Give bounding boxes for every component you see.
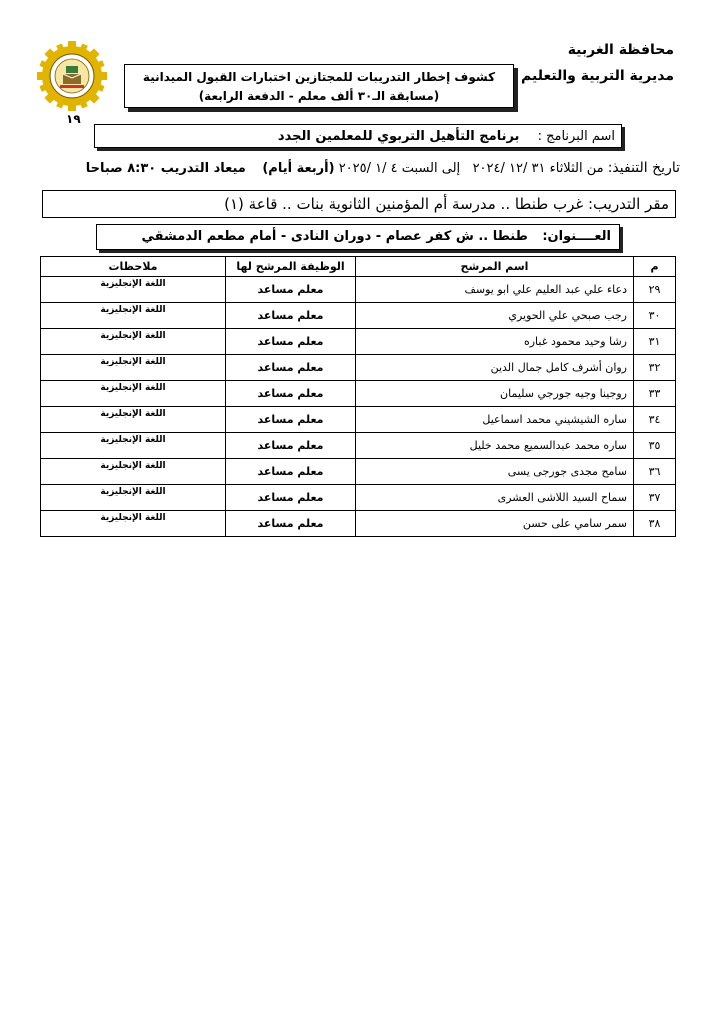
- row-number: ٣٠: [634, 303, 676, 329]
- row-number: ٣٨: [634, 511, 676, 537]
- candidate-note: اللغة الإنجليزية: [41, 303, 226, 329]
- table-row: [41, 485, 676, 511]
- candidate-name: سماح السيد اللاشى العشرى: [356, 485, 634, 511]
- program-box: [94, 124, 622, 148]
- table-row: [41, 381, 676, 407]
- candidate-note: اللغة الإنجليزية: [41, 329, 226, 355]
- program-label: اسم البرنامج :: [537, 129, 615, 144]
- candidate-name: رجب صبحي علي الحويري: [356, 303, 634, 329]
- candidate-name: ساره محمد عبدالسميع محمد خليل: [356, 433, 634, 459]
- document-subtitle: (مسابقة الـ٣٠ ألف معلم - الدفعة الرابعة): [198, 89, 440, 103]
- row-number: ٢٩: [634, 277, 676, 303]
- header-job: الوظيفة المرشح لها: [226, 257, 356, 277]
- table-row: [41, 303, 676, 329]
- row-number: ٣٧: [634, 485, 676, 511]
- table-row: [41, 407, 676, 433]
- row-number: ٣٦: [634, 459, 676, 485]
- schedule-line: [86, 160, 680, 176]
- candidate-job: معلم مساعد: [226, 381, 356, 407]
- candidate-note: اللغة الإنجليزية: [41, 485, 226, 511]
- table-row: [41, 511, 676, 537]
- candidate-name: رشا وحيد محمود غباره: [356, 329, 634, 355]
- candidate-note: اللغة الإنجليزية: [41, 407, 226, 433]
- candidate-job: معلم مساعد: [226, 277, 356, 303]
- candidate-job: معلم مساعد: [226, 485, 356, 511]
- table-row: [41, 355, 676, 381]
- table-row: [41, 277, 676, 303]
- candidate-job: معلم مساعد: [226, 355, 356, 381]
- header-organization: [521, 40, 674, 86]
- candidate-note: اللغة الإنجليزية: [41, 511, 226, 537]
- table-row: [41, 433, 676, 459]
- address-box: [96, 224, 620, 250]
- program-name: برنامج التأهيل التربوي للمعلمين الجدد: [277, 129, 520, 144]
- schedule-label: تاريخ التنفيذ:: [607, 160, 680, 176]
- candidate-name: سامح مجدى جورجى يسى: [356, 459, 634, 485]
- candidate-name: روجينا وجيه جورجي سليمان: [356, 381, 634, 407]
- candidate-name: سمر سامي على حسن: [356, 511, 634, 537]
- table-row: [41, 329, 676, 355]
- schedule-time: ميعاد التدريب ٨:٣٠ صباحا: [85, 161, 246, 176]
- candidate-note: اللغة الإنجليزية: [41, 277, 226, 303]
- directorate-label: مديرية التربية والتعليم: [521, 68, 674, 84]
- document-title-box: [124, 64, 514, 108]
- candidate-job: معلم مساعد: [226, 407, 356, 433]
- candidate-job: معلم مساعد: [226, 459, 356, 485]
- schedule-duration: (أربعة أيام): [262, 161, 335, 176]
- candidate-note: اللغة الإنجليزية: [41, 433, 226, 459]
- header-name: اسم المرشح: [356, 257, 634, 277]
- candidate-name: دعاء علي عبد العليم علي ابو يوسف: [356, 277, 634, 303]
- header-number: م: [634, 257, 676, 277]
- header-notes: ملاحظات: [41, 257, 226, 277]
- candidate-name: ساره الشيشيني محمد اسماعيل: [356, 407, 634, 433]
- schedule-to: إلى السبت ٤ /١ /٢٠٢٥: [338, 161, 461, 176]
- candidate-job: معلم مساعد: [226, 511, 356, 537]
- address-value: طنطا .. ش كفر عصام - دوران النادى - أمام مطعم الدمشقي: [141, 229, 528, 244]
- table-header-row: [41, 257, 676, 277]
- document-title: كشوف إخطار التدريبات للمجتازين اختبارات القبول الميدانية: [142, 70, 496, 84]
- candidate-job: معلم مساعد: [226, 303, 356, 329]
- candidate-note: اللغة الإنجليزية: [41, 381, 226, 407]
- candidate-job: معلم مساعد: [226, 433, 356, 459]
- row-number: ٣١: [634, 329, 676, 355]
- table-row: [41, 459, 676, 485]
- candidate-name: روان أشرف كامل جمال الدين: [356, 355, 634, 381]
- schedule-from: من الثلاثاء ٣١ /١٢ /٢٠٢٤: [472, 161, 604, 176]
- venue-box: [42, 190, 676, 218]
- candidate-note: اللغة الإنجليزية: [41, 355, 226, 381]
- page-number: ١٩: [66, 112, 81, 126]
- candidates-table: [40, 256, 676, 537]
- row-number: ٣٣: [634, 381, 676, 407]
- row-number: ٣٤: [634, 407, 676, 433]
- venue-text: مقر التدريب: غرب طنطا .. مدرسة أم المؤمنين الثانوية بنات .. قاعة (١): [224, 195, 669, 213]
- governorate-label: محافظة الغربية: [567, 42, 674, 58]
- row-number: ٣٥: [634, 433, 676, 459]
- row-number: ٣٢: [634, 355, 676, 381]
- address-label: العــــنوان:: [542, 229, 611, 244]
- education-directorate-seal-icon: [36, 40, 108, 112]
- candidate-job: معلم مساعد: [226, 329, 356, 355]
- candidate-note: اللغة الإنجليزية: [41, 459, 226, 485]
